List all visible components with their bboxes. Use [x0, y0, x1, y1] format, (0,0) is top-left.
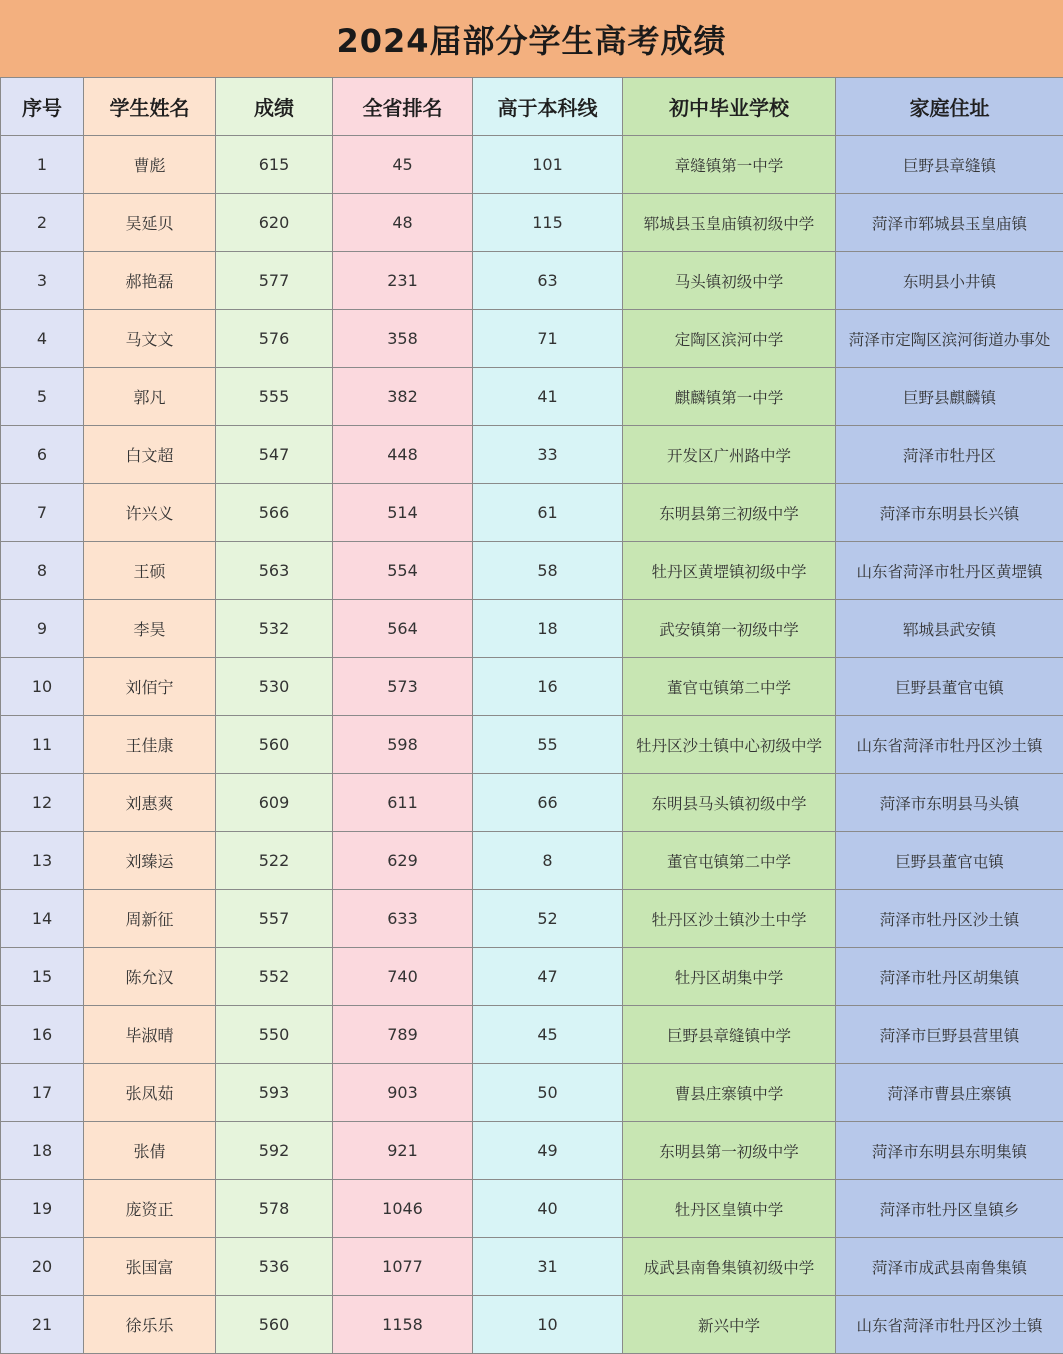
cell-address: 菏泽市东明县东明集镇	[836, 1122, 1063, 1180]
cell-school: 马头镇初级中学	[623, 252, 836, 310]
cell-school: 巨野县章缝镇中学	[623, 1006, 836, 1064]
cell-address: 巨野县麒麟镇	[836, 368, 1063, 426]
cell-student-name: 王硕	[84, 542, 216, 600]
cell-index: 4	[1, 310, 84, 368]
table-row	[1, 252, 1063, 310]
table-row	[1, 1006, 1063, 1064]
cell-score: 532	[216, 600, 333, 658]
cell-index: 10	[1, 658, 84, 716]
cell-school: 曹县庄寨镇中学	[623, 1064, 836, 1122]
table-row	[1, 542, 1063, 600]
cell-index: 9	[1, 600, 84, 658]
cell-school: 董官屯镇第二中学	[623, 658, 836, 716]
cell-student-name: 李昊	[84, 600, 216, 658]
cell-address: 菏泽市巨野县营里镇	[836, 1006, 1063, 1064]
cell-student-name: 陈允汉	[84, 948, 216, 1006]
cell-province-rank: 231	[333, 252, 473, 310]
cell-index: 19	[1, 1180, 84, 1238]
cell-index: 18	[1, 1122, 84, 1180]
cell-school: 牡丹区沙土镇沙土中学	[623, 890, 836, 948]
cell-school: 郓城县玉皇庙镇初级中学	[623, 194, 836, 252]
cell-above-line: 58	[473, 542, 623, 600]
cell-address: 菏泽市郓城县玉皇庙镇	[836, 194, 1063, 252]
cell-school: 东明县第一初级中学	[623, 1122, 836, 1180]
cell-index: 20	[1, 1238, 84, 1296]
cell-province-rank: 789	[333, 1006, 473, 1064]
table-row	[1, 600, 1063, 658]
cell-address: 山东省菏泽市牡丹区沙土镇	[836, 1296, 1063, 1354]
cell-address: 巨野县董官屯镇	[836, 658, 1063, 716]
column-header-above-line: 高于本科线	[473, 78, 623, 136]
cell-score: 536	[216, 1238, 333, 1296]
cell-index: 2	[1, 194, 84, 252]
header-row	[1, 78, 1063, 136]
table-row	[1, 1180, 1063, 1238]
cell-above-line: 50	[473, 1064, 623, 1122]
cell-index: 6	[1, 426, 84, 484]
table-row	[1, 1064, 1063, 1122]
cell-score: 557	[216, 890, 333, 948]
cell-above-line: 101	[473, 136, 623, 194]
column-header-score: 成绩	[216, 78, 333, 136]
cell-index: 15	[1, 948, 84, 1006]
cell-province-rank: 903	[333, 1064, 473, 1122]
cell-address: 巨野县董官屯镇	[836, 832, 1063, 890]
table-row	[1, 310, 1063, 368]
cell-score: 566	[216, 484, 333, 542]
cell-student-name: 郭凡	[84, 368, 216, 426]
cell-address: 菏泽市东明县马头镇	[836, 774, 1063, 832]
cell-province-rank: 45	[333, 136, 473, 194]
cell-student-name: 张倩	[84, 1122, 216, 1180]
cell-index: 21	[1, 1296, 84, 1354]
cell-province-rank: 358	[333, 310, 473, 368]
cell-address: 山东省菏泽市牡丹区沙土镇	[836, 716, 1063, 774]
cell-province-rank: 598	[333, 716, 473, 774]
cell-above-line: 33	[473, 426, 623, 484]
cell-province-rank: 1046	[333, 1180, 473, 1238]
cell-score: 530	[216, 658, 333, 716]
cell-above-line: 16	[473, 658, 623, 716]
cell-address: 菏泽市东明县长兴镇	[836, 484, 1063, 542]
cell-score: 592	[216, 1122, 333, 1180]
cell-student-name: 王佳康	[84, 716, 216, 774]
cell-student-name: 吴延贝	[84, 194, 216, 252]
cell-student-name: 毕淑晴	[84, 1006, 216, 1064]
table-row	[1, 484, 1063, 542]
cell-above-line: 63	[473, 252, 623, 310]
cell-score: 550	[216, 1006, 333, 1064]
cell-province-rank: 573	[333, 658, 473, 716]
cell-above-line: 45	[473, 1006, 623, 1064]
cell-score: 522	[216, 832, 333, 890]
cell-school: 成武县南鲁集镇初级中学	[623, 1238, 836, 1296]
cell-school: 牡丹区沙土镇中心初级中学	[623, 716, 836, 774]
cell-address: 菏泽市牡丹区胡集镇	[836, 948, 1063, 1006]
cell-student-name: 徐乐乐	[84, 1296, 216, 1354]
cell-province-rank: 921	[333, 1122, 473, 1180]
cell-student-name: 庞资正	[84, 1180, 216, 1238]
cell-province-rank: 1158	[333, 1296, 473, 1354]
cell-address: 东明县小井镇	[836, 252, 1063, 310]
cell-province-rank: 48	[333, 194, 473, 252]
cell-address: 菏泽市成武县南鲁集镇	[836, 1238, 1063, 1296]
cell-province-rank: 554	[333, 542, 473, 600]
cell-index: 3	[1, 252, 84, 310]
cell-student-name: 许兴义	[84, 484, 216, 542]
cell-above-line: 47	[473, 948, 623, 1006]
cell-index: 12	[1, 774, 84, 832]
column-header-name: 学生姓名	[84, 78, 216, 136]
cell-score: 577	[216, 252, 333, 310]
cell-score: 593	[216, 1064, 333, 1122]
cell-province-rank: 564	[333, 600, 473, 658]
cell-index: 8	[1, 542, 84, 600]
page-title: 2024届部分学生高考成绩	[0, 0, 1063, 78]
cell-student-name: 马文文	[84, 310, 216, 368]
cell-index: 14	[1, 890, 84, 948]
cell-student-name: 白文超	[84, 426, 216, 484]
cell-above-line: 66	[473, 774, 623, 832]
cell-address: 郓城县武安镇	[836, 600, 1063, 658]
cell-index: 16	[1, 1006, 84, 1064]
cell-school: 麒麟镇第一中学	[623, 368, 836, 426]
table-row	[1, 890, 1063, 948]
cell-province-rank: 611	[333, 774, 473, 832]
cell-score: 552	[216, 948, 333, 1006]
cell-above-line: 49	[473, 1122, 623, 1180]
table-row	[1, 1122, 1063, 1180]
cell-student-name: 郝艳磊	[84, 252, 216, 310]
cell-student-name: 曹彪	[84, 136, 216, 194]
cell-student-name: 张国富	[84, 1238, 216, 1296]
cell-student-name: 刘惠爽	[84, 774, 216, 832]
cell-school: 东明县马头镇初级中学	[623, 774, 836, 832]
cell-score: 547	[216, 426, 333, 484]
cell-above-line: 31	[473, 1238, 623, 1296]
cell-school: 定陶区滨河中学	[623, 310, 836, 368]
cell-above-line: 52	[473, 890, 623, 948]
cell-above-line: 61	[473, 484, 623, 542]
column-header-rank: 全省排名	[333, 78, 473, 136]
table-row	[1, 136, 1063, 194]
cell-above-line: 10	[473, 1296, 623, 1354]
cell-score: 620	[216, 194, 333, 252]
cell-school: 新兴中学	[623, 1296, 836, 1354]
cell-above-line: 115	[473, 194, 623, 252]
cell-index: 17	[1, 1064, 84, 1122]
cell-school: 章缝镇第一中学	[623, 136, 836, 194]
cell-school: 董官屯镇第二中学	[623, 832, 836, 890]
table-row	[1, 1238, 1063, 1296]
cell-province-rank: 382	[333, 368, 473, 426]
cell-school: 牡丹区胡集中学	[623, 948, 836, 1006]
cell-school: 开发区广州路中学	[623, 426, 836, 484]
cell-address: 菏泽市牡丹区沙土镇	[836, 890, 1063, 948]
table-row	[1, 658, 1063, 716]
cell-index: 7	[1, 484, 84, 542]
table-row	[1, 194, 1063, 252]
cell-school: 武安镇第一初级中学	[623, 600, 836, 658]
cell-above-line: 8	[473, 832, 623, 890]
cell-above-line: 41	[473, 368, 623, 426]
cell-province-rank: 633	[333, 890, 473, 948]
column-header-index: 序号	[1, 78, 84, 136]
cell-province-rank: 740	[333, 948, 473, 1006]
table-row	[1, 426, 1063, 484]
table-row	[1, 948, 1063, 1006]
cell-above-line: 55	[473, 716, 623, 774]
cell-score: 609	[216, 774, 333, 832]
cell-school: 牡丹区皇镇中学	[623, 1180, 836, 1238]
cell-score: 563	[216, 542, 333, 600]
table-row	[1, 368, 1063, 426]
cell-province-rank: 1077	[333, 1238, 473, 1296]
cell-above-line: 71	[473, 310, 623, 368]
cell-province-rank: 448	[333, 426, 473, 484]
cell-province-rank: 514	[333, 484, 473, 542]
cell-student-name: 张凤茹	[84, 1064, 216, 1122]
cell-student-name: 刘臻运	[84, 832, 216, 890]
table-row	[1, 774, 1063, 832]
column-header-school: 初中毕业学校	[623, 78, 836, 136]
cell-address: 菏泽市曹县庄寨镇	[836, 1064, 1063, 1122]
table-row	[1, 716, 1063, 774]
cell-score: 555	[216, 368, 333, 426]
table-row	[1, 1296, 1063, 1354]
cell-score: 560	[216, 716, 333, 774]
cell-above-line: 18	[473, 600, 623, 658]
cell-above-line: 40	[473, 1180, 623, 1238]
cell-address: 菏泽市牡丹区	[836, 426, 1063, 484]
cell-address: 菏泽市定陶区滨河街道办事处	[836, 310, 1063, 368]
cell-address: 巨野县章缝镇	[836, 136, 1063, 194]
cell-student-name: 刘佰宁	[84, 658, 216, 716]
cell-province-rank: 629	[333, 832, 473, 890]
cell-score: 578	[216, 1180, 333, 1238]
scores-table	[0, 77, 1063, 1354]
cell-index: 1	[1, 136, 84, 194]
cell-address: 菏泽市牡丹区皇镇乡	[836, 1180, 1063, 1238]
cell-score: 576	[216, 310, 333, 368]
cell-index: 11	[1, 716, 84, 774]
cell-index: 5	[1, 368, 84, 426]
cell-score: 560	[216, 1296, 333, 1354]
cell-index: 13	[1, 832, 84, 890]
table-row	[1, 832, 1063, 890]
cell-school: 牡丹区黄堽镇初级中学	[623, 542, 836, 600]
column-header-address: 家庭住址	[836, 78, 1063, 136]
cell-score: 615	[216, 136, 333, 194]
cell-school: 东明县第三初级中学	[623, 484, 836, 542]
cell-student-name: 周新征	[84, 890, 216, 948]
cell-address: 山东省菏泽市牡丹区黄堽镇	[836, 542, 1063, 600]
